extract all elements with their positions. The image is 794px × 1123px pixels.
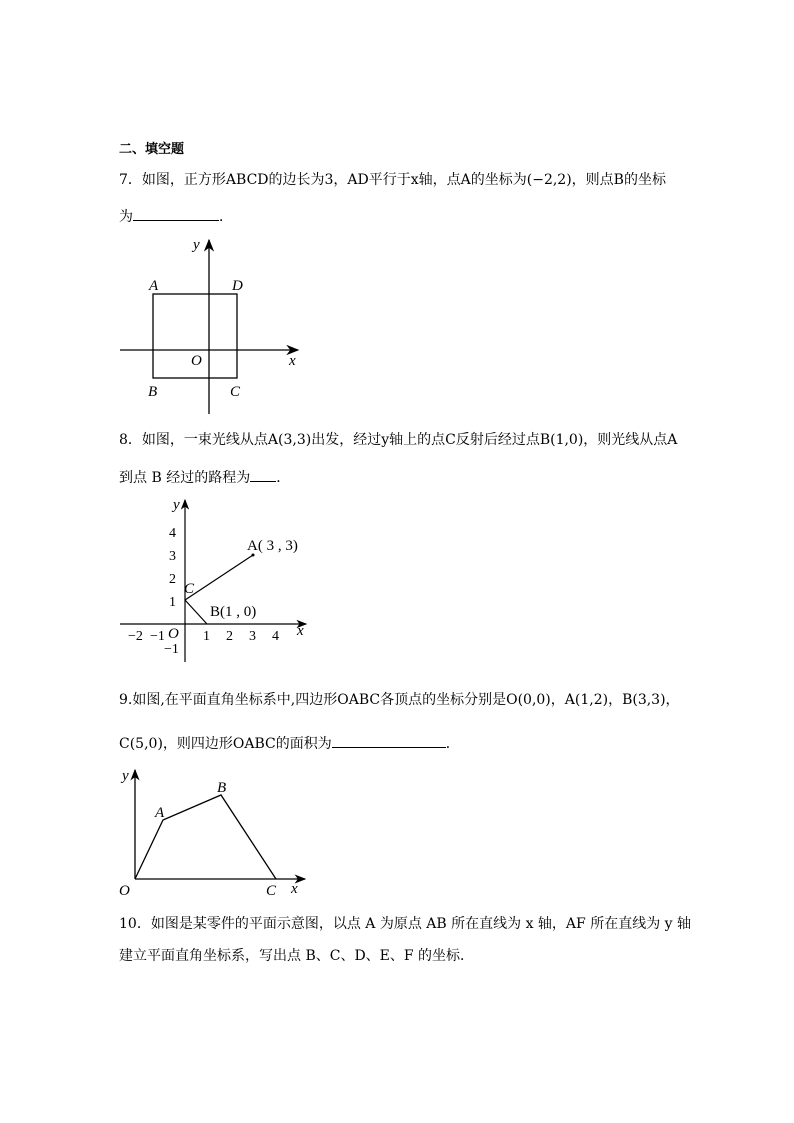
q8-ray-CB — [185, 600, 207, 624]
q8-y-label: y — [173, 497, 180, 513]
q8-ytick-neg1: −1 — [164, 642, 179, 657]
q10-text-line1: 10．如图是某零件的平面示意图，以点 A 为原点 AB 所在直线为 x 轴，AF 所在直线为 y 轴 — [119, 916, 692, 932]
q7-y-label: y — [193, 237, 200, 253]
q9-answer-blank[interactable] — [332, 733, 446, 748]
q9-label-B: B — [217, 780, 227, 796]
q8-xtick-neg2: −2 — [128, 629, 143, 644]
q9-x-label: x — [291, 881, 298, 897]
q8-ray-AC — [185, 555, 253, 600]
q9-y-label: y — [122, 768, 129, 784]
q9-text-line2 — [119, 733, 460, 754]
q8-ytick-2: 2 — [169, 572, 176, 587]
q8-xtick-2: 2 — [226, 629, 233, 644]
q10-text-line2: 建立平面直角坐标系，写出点 B、C、D、E、F 的坐标． — [119, 948, 475, 964]
q7-label-C: C — [230, 384, 241, 400]
q8-label-A: A( 3 , 3) — [247, 538, 298, 554]
q7-text-line2 — [119, 206, 233, 227]
q7-answer-blank[interactable] — [133, 206, 219, 221]
section-title: 二、填空题 — [119, 142, 185, 157]
q8-prefix: 到点 B 经过的路程为 — [119, 470, 251, 486]
q8-ytick-3: 3 — [169, 549, 176, 564]
q8-xtick-4: 4 — [272, 629, 279, 644]
q8-label-O: O — [168, 626, 179, 642]
q8-xtick-neg1: −1 — [150, 629, 165, 644]
q8-suffix: ． — [276, 470, 291, 486]
q7-label-A: A — [149, 278, 159, 294]
q9-prefix: C(5,0)，则四边形OABC的面积为 — [119, 736, 332, 752]
q8-x-label: x — [297, 623, 304, 639]
q8-xtick-3: 3 — [249, 629, 256, 644]
q9-label-A: A — [155, 805, 165, 821]
q7-text-line1: 7．如图，正方形ABCD的边长为3，AD平行于x轴，点A的坐标为(−2,2)，则点B的坐标 — [119, 172, 666, 188]
q8-xtick-1: 1 — [203, 629, 210, 644]
q7-suffix: ． — [219, 209, 233, 225]
q9-suffix: ． — [445, 736, 460, 752]
q8-text-line2 — [119, 467, 290, 488]
q7-x-label: x — [289, 353, 296, 369]
q7-label-O: O — [191, 353, 202, 369]
q8-label-C: C — [184, 581, 195, 597]
q7-label-B: B — [148, 384, 158, 400]
q8-label-B: B(1 , 0) — [210, 604, 257, 620]
q9-text-line1: 9.如图,在平面直角坐标系中,四边形OABC各顶点的坐标分别是O(0,0)，A(1,2)，B(3,3)， — [119, 692, 680, 708]
q7-label-D: D — [232, 278, 243, 294]
q8-x-ticks — [128, 629, 279, 644]
q7-figure — [110, 232, 310, 422]
q8-text-line1: 8．如图，一束光线从点A(3,3)出发，经过y轴上的点C反射后经过点B(1,0)，则光线从点A — [119, 432, 678, 448]
q7-prefix: 为 — [119, 209, 133, 225]
q8-ytick-1: 1 — [169, 595, 176, 610]
q8-figure — [110, 492, 315, 664]
q8-answer-blank[interactable] — [250, 467, 276, 482]
q9-label-C: C — [266, 883, 277, 899]
q8-ytick-4: 4 — [169, 526, 176, 541]
q9-figure — [112, 762, 312, 902]
q9-label-O: O — [119, 883, 130, 899]
